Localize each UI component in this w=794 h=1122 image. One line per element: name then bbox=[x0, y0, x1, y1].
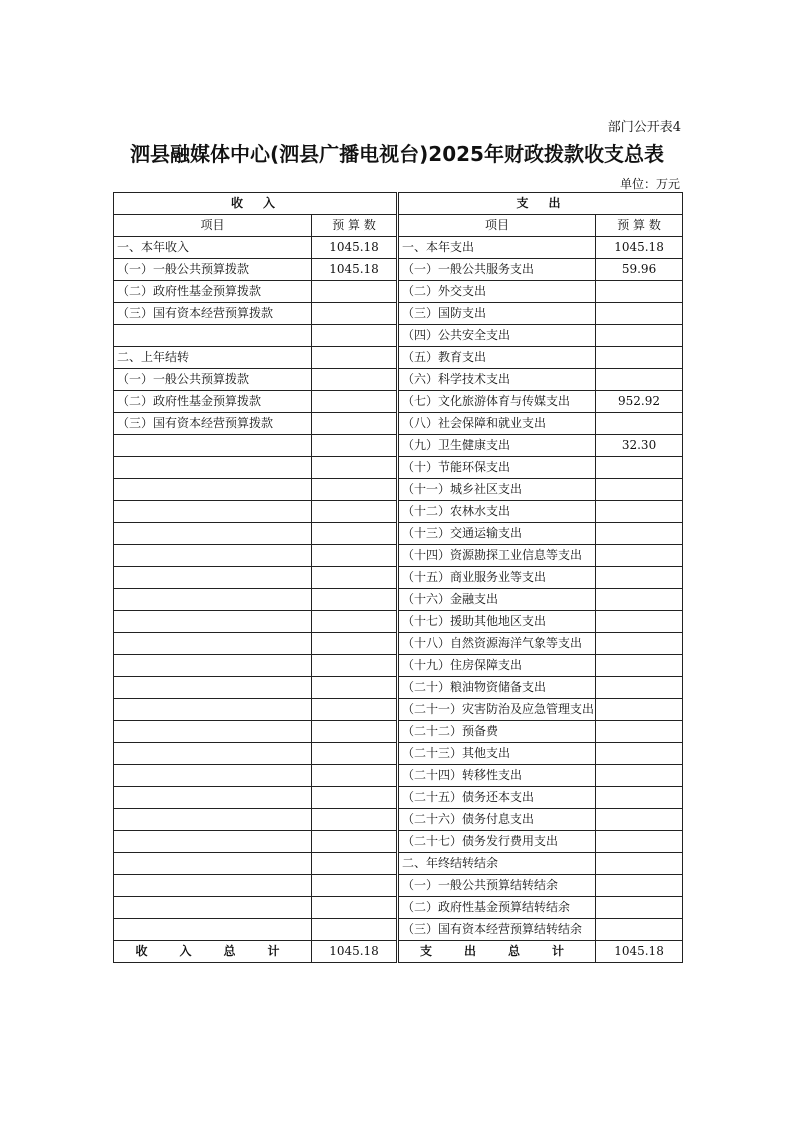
expense-item-cell: （十）节能环保支出 bbox=[398, 457, 596, 479]
expense-value-cell bbox=[596, 281, 683, 303]
table-row bbox=[114, 545, 683, 567]
expense-item-cell: （八）社会保障和就业支出 bbox=[398, 413, 596, 435]
expense-value-cell bbox=[596, 919, 683, 941]
table-row bbox=[114, 677, 683, 699]
expense-item-cell: （一）一般公共服务支出 bbox=[398, 259, 596, 281]
table-row bbox=[114, 391, 683, 413]
income-value-cell bbox=[312, 875, 398, 897]
budget-table bbox=[113, 192, 683, 963]
totals-row bbox=[114, 941, 683, 963]
expense-item-cell: （三）国防支出 bbox=[398, 303, 596, 325]
expense-item-cell: （十二）农林水支出 bbox=[398, 501, 596, 523]
expense-value-cell: 952.92 bbox=[596, 391, 683, 413]
income-value-cell bbox=[312, 897, 398, 919]
expense-value-cell bbox=[596, 699, 683, 721]
income-budget-header: 预 算 数 bbox=[312, 215, 398, 237]
expense-item-header: 项目 bbox=[398, 215, 596, 237]
table-row bbox=[114, 523, 683, 545]
table-row bbox=[114, 831, 683, 853]
income-value-cell bbox=[312, 853, 398, 875]
expense-item-cell: （二十二）预备费 bbox=[398, 721, 596, 743]
expense-item-cell: （十七）援助其他地区支出 bbox=[398, 611, 596, 633]
income-value-cell bbox=[312, 677, 398, 699]
income-item-cell bbox=[114, 787, 312, 809]
expense-value-cell bbox=[596, 479, 683, 501]
income-value-cell bbox=[312, 523, 398, 545]
table-row bbox=[114, 237, 683, 259]
expense-item-cell: （十六）金融支出 bbox=[398, 589, 596, 611]
table-row bbox=[114, 611, 683, 633]
table-row bbox=[114, 435, 683, 457]
expense-total-label: 支 出 总 计 bbox=[398, 941, 596, 963]
income-value-cell bbox=[312, 435, 398, 457]
income-item-cell bbox=[114, 831, 312, 853]
expense-value-cell bbox=[596, 545, 683, 567]
income-value-cell bbox=[312, 479, 398, 501]
income-value-cell: 1045.18 bbox=[312, 237, 398, 259]
table-row bbox=[114, 347, 683, 369]
page-title: 泗县融媒体中心(泗县广播电视台)2025年财政拨款收支总表 bbox=[130, 142, 664, 166]
income-item-cell: （二）政府性基金预算拨款 bbox=[114, 391, 312, 413]
table-row bbox=[114, 765, 683, 787]
income-item-cell bbox=[114, 809, 312, 831]
expense-item-cell: （十一）城乡社区支出 bbox=[398, 479, 596, 501]
income-header: 收 入 bbox=[114, 193, 398, 215]
table-row bbox=[114, 809, 683, 831]
table-row bbox=[114, 281, 683, 303]
table-row bbox=[114, 897, 683, 919]
expense-value-cell bbox=[596, 303, 683, 325]
income-item-cell bbox=[114, 523, 312, 545]
income-value-cell bbox=[312, 919, 398, 941]
unit-label: 单位：万元 bbox=[619, 177, 680, 191]
expense-value-cell bbox=[596, 721, 683, 743]
income-value-cell bbox=[312, 743, 398, 765]
table-row bbox=[114, 413, 683, 435]
income-item-header: 项目 bbox=[114, 215, 312, 237]
income-value-cell bbox=[312, 325, 398, 347]
income-item-cell bbox=[114, 919, 312, 941]
table-row bbox=[114, 325, 683, 347]
expense-header: 支 出 bbox=[398, 193, 683, 215]
income-item-cell bbox=[114, 875, 312, 897]
income-value-cell bbox=[312, 655, 398, 677]
expense-value-cell bbox=[596, 655, 683, 677]
expense-item-cell: （七）文化旅游体育与传媒支出 bbox=[398, 391, 596, 413]
expense-value-cell bbox=[596, 831, 683, 853]
expense-value-cell bbox=[596, 611, 683, 633]
table-row bbox=[114, 567, 683, 589]
expense-value-cell bbox=[596, 413, 683, 435]
income-item-cell: （一）一般公共预算拨款 bbox=[114, 369, 312, 391]
expense-value-cell bbox=[596, 457, 683, 479]
income-value-cell bbox=[312, 567, 398, 589]
expense-total-value: 1045.18 bbox=[596, 941, 683, 963]
expense-value-cell bbox=[596, 809, 683, 831]
income-item-cell bbox=[114, 435, 312, 457]
income-item-cell bbox=[114, 765, 312, 787]
income-total-label: 收 入 总 计 bbox=[114, 941, 312, 963]
income-value-cell bbox=[312, 545, 398, 567]
expense-item-cell: （十四）资源勘探工业信息等支出 bbox=[398, 545, 596, 567]
expense-budget-header: 预 算 数 bbox=[596, 215, 683, 237]
expense-item-cell: （二十三）其他支出 bbox=[398, 743, 596, 765]
income-value-cell bbox=[312, 611, 398, 633]
income-item-cell bbox=[114, 611, 312, 633]
income-item-cell: 一、本年收入 bbox=[114, 237, 312, 259]
expense-value-cell bbox=[596, 875, 683, 897]
income-item-cell bbox=[114, 897, 312, 919]
income-item-cell: （三）国有资本经营预算拨款 bbox=[114, 413, 312, 435]
expense-value-cell bbox=[596, 523, 683, 545]
income-item-cell bbox=[114, 457, 312, 479]
table-row bbox=[114, 633, 683, 655]
table-row bbox=[114, 919, 683, 941]
expense-item-cell: 二、年终结转结余 bbox=[398, 853, 596, 875]
table-row bbox=[114, 699, 683, 721]
income-value-cell bbox=[312, 303, 398, 325]
expense-item-cell: （二十七）债务发行费用支出 bbox=[398, 831, 596, 853]
expense-item-cell: （二）外交支出 bbox=[398, 281, 596, 303]
header-row-columns bbox=[114, 215, 683, 237]
income-value-cell bbox=[312, 457, 398, 479]
income-value-cell bbox=[312, 501, 398, 523]
expense-item-cell: （五）教育支出 bbox=[398, 347, 596, 369]
income-value-cell bbox=[312, 589, 398, 611]
table-row bbox=[114, 853, 683, 875]
expense-value-cell bbox=[596, 743, 683, 765]
expense-value-cell: 1045.18 bbox=[596, 237, 683, 259]
income-value-cell bbox=[312, 831, 398, 853]
income-item-cell bbox=[114, 325, 312, 347]
table-number: 部门公开表4 bbox=[607, 120, 681, 135]
income-value-cell bbox=[312, 721, 398, 743]
expense-item-cell: （十三）交通运输支出 bbox=[398, 523, 596, 545]
expense-value-cell bbox=[596, 677, 683, 699]
income-value-cell bbox=[312, 633, 398, 655]
income-value-cell: 1045.18 bbox=[312, 259, 398, 281]
income-item-cell: （三）国有资本经营预算拨款 bbox=[114, 303, 312, 325]
expense-item-cell: （二十）粮油物资储备支出 bbox=[398, 677, 596, 699]
income-item-cell: （二）政府性基金预算拨款 bbox=[114, 281, 312, 303]
income-item-cell bbox=[114, 743, 312, 765]
income-item-cell bbox=[114, 545, 312, 567]
income-value-cell bbox=[312, 699, 398, 721]
expense-value-cell bbox=[596, 633, 683, 655]
income-item-cell bbox=[114, 721, 312, 743]
income-total-value: 1045.18 bbox=[312, 941, 398, 963]
table-row bbox=[114, 743, 683, 765]
income-value-cell bbox=[312, 391, 398, 413]
expense-item-cell: （二）政府性基金预算结转结余 bbox=[398, 897, 596, 919]
expense-value-cell bbox=[596, 369, 683, 391]
income-value-cell bbox=[312, 765, 398, 787]
income-item-cell: （一）一般公共预算拨款 bbox=[114, 259, 312, 281]
expense-item-cell: （四）公共安全支出 bbox=[398, 325, 596, 347]
table-row bbox=[114, 787, 683, 809]
expense-item-cell: （二十五）债务还本支出 bbox=[398, 787, 596, 809]
expense-item-cell: （二十一）灾害防治及应急管理支出 bbox=[398, 699, 596, 721]
table-row bbox=[114, 655, 683, 677]
income-item-cell bbox=[114, 677, 312, 699]
table-row bbox=[114, 589, 683, 611]
table-row bbox=[114, 479, 683, 501]
table-row bbox=[114, 875, 683, 897]
expense-item-cell: （一）一般公共预算结转结余 bbox=[398, 875, 596, 897]
income-value-cell bbox=[312, 787, 398, 809]
income-value-cell bbox=[312, 281, 398, 303]
income-item-cell bbox=[114, 853, 312, 875]
expense-item-cell: （十五）商业服务业等支出 bbox=[398, 567, 596, 589]
table-row bbox=[114, 259, 683, 281]
income-value-cell bbox=[312, 369, 398, 391]
income-item-cell: 二、上年结转 bbox=[114, 347, 312, 369]
table-row bbox=[114, 369, 683, 391]
income-item-cell bbox=[114, 567, 312, 589]
header-row-sections bbox=[114, 193, 683, 215]
expense-value-cell: 59.96 bbox=[596, 259, 683, 281]
expense-item-cell: （六）科学技术支出 bbox=[398, 369, 596, 391]
income-value-cell bbox=[312, 347, 398, 369]
table-row bbox=[114, 303, 683, 325]
expense-value-cell bbox=[596, 567, 683, 589]
expense-value-cell bbox=[596, 325, 683, 347]
income-item-cell bbox=[114, 633, 312, 655]
income-item-cell bbox=[114, 501, 312, 523]
income-item-cell bbox=[114, 655, 312, 677]
expense-value-cell bbox=[596, 501, 683, 523]
income-value-cell bbox=[312, 809, 398, 831]
expense-item-cell: （二十六）债务付息支出 bbox=[398, 809, 596, 831]
expense-item-cell: （十九）住房保障支出 bbox=[398, 655, 596, 677]
expense-item-cell: 一、本年支出 bbox=[398, 237, 596, 259]
expense-value-cell bbox=[596, 589, 683, 611]
expense-item-cell: （九）卫生健康支出 bbox=[398, 435, 596, 457]
income-item-cell bbox=[114, 699, 312, 721]
expense-value-cell bbox=[596, 347, 683, 369]
expense-item-cell: （十八）自然资源海洋气象等支出 bbox=[398, 633, 596, 655]
table-row bbox=[114, 501, 683, 523]
expense-item-cell: （二十四）转移性支出 bbox=[398, 765, 596, 787]
income-value-cell bbox=[312, 413, 398, 435]
income-item-cell bbox=[114, 479, 312, 501]
expense-value-cell bbox=[596, 853, 683, 875]
table-row bbox=[114, 457, 683, 479]
table-row bbox=[114, 721, 683, 743]
income-item-cell bbox=[114, 589, 312, 611]
expense-value-cell bbox=[596, 765, 683, 787]
expense-value-cell bbox=[596, 897, 683, 919]
expense-value-cell: 32.30 bbox=[596, 435, 683, 457]
expense-item-cell: （三）国有资本经营预算结转结余 bbox=[398, 919, 596, 941]
expense-value-cell bbox=[596, 787, 683, 809]
